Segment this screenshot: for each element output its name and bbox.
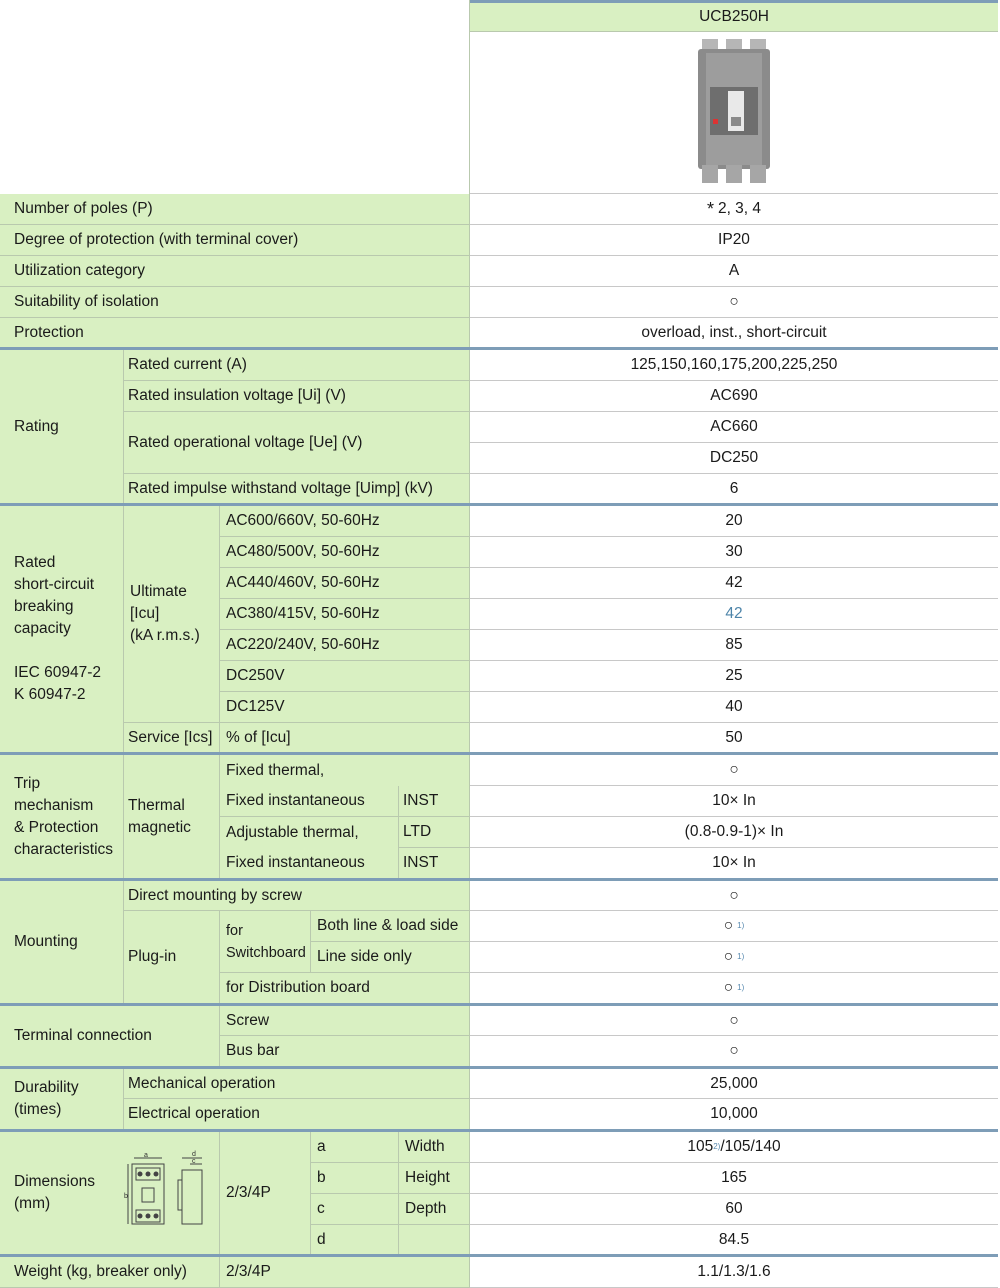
protection-value: overload, inst., short-circuit (470, 318, 998, 348)
dimension-name (399, 1225, 470, 1255)
trip-group-label: Trip mechanism & Protection characteristics (0, 755, 124, 879)
breaking-row-label: AC600/660V, 50-60Hz (220, 506, 470, 537)
fig-label-d: d (192, 1151, 196, 1158)
impulse-voltage-label: Rated impulse withstand voltage [Uimp] (kV) (124, 474, 470, 504)
poles-value: * 2, 3, 4 (470, 194, 998, 225)
utilization-value: A (470, 256, 998, 287)
breaking-row-value: 30 (470, 537, 998, 568)
trip-value: ○ (470, 755, 998, 786)
utilization-label: Utilization category (0, 256, 470, 287)
dimension-a-value: 105 2) /105/140 (470, 1132, 998, 1163)
fig-label-c: c (192, 1158, 196, 1165)
isolation-value: ○ (470, 287, 998, 318)
breaking-row-value: 25 (470, 661, 998, 692)
operational-voltage-label: Rated operational voltage [Ue] (V) (124, 412, 470, 474)
line-side-value: ○ 1) (470, 942, 998, 973)
mounting-group-label: Mounting (0, 881, 124, 1004)
fixed-instantaneous-label: Fixed instantaneous (220, 848, 399, 879)
durability-group-label: Durability (times) (0, 1069, 124, 1130)
thermal-magnetic-label: Thermal magnetic (124, 755, 220, 879)
weight-label: Weight (kg, breaker only) (0, 1257, 220, 1288)
screw-label: Screw (220, 1006, 470, 1036)
distribution-board-label: for Distribution board (220, 973, 470, 1004)
rated-current-label: Rated current (A) (124, 350, 470, 381)
dimension-letter: a (311, 1132, 399, 1163)
line-side-label: Line side only (311, 942, 470, 973)
service-value: 50 (470, 723, 998, 753)
impulse-voltage-value: 6 (470, 474, 998, 504)
breaking-row-value: 42 (470, 568, 998, 599)
protection-label: Protection (0, 318, 470, 348)
direct-mounting-label: Direct mounting by screw (124, 881, 470, 911)
mechanical-operation-value: 25,000 (470, 1069, 998, 1099)
breaking-row-label: AC440/460V, 50-60Hz (220, 568, 470, 599)
direct-mounting-value: ○ (470, 881, 998, 911)
dimension-name: Width (399, 1132, 470, 1163)
both-sides-label: Both line & load side (311, 911, 470, 942)
breaking-row-value: 85 (470, 630, 998, 661)
breaking-row-label: DC250V (220, 661, 470, 692)
fixed-thermal-label: Fixed thermal, (220, 755, 470, 786)
ultimate-label: Ultimate [Icu] (kA r.m.s.) (124, 506, 220, 723)
busbar-value: ○ (470, 1036, 998, 1067)
mechanical-operation-label: Mechanical operation (124, 1069, 470, 1099)
dimension-name: Depth (399, 1194, 470, 1225)
breaking-row-value: 42 (470, 599, 998, 630)
screw-value: ○ (470, 1006, 998, 1036)
electrical-operation-value: 10,000 (470, 1099, 998, 1130)
fixed-instantaneous-label: Fixed instantaneous (220, 786, 399, 817)
terminal-group-label: Terminal connection (0, 1006, 220, 1067)
isolation-label: Suitability of isolation (0, 287, 470, 318)
rated-current-value: 125,150,160,175,200,225,250 (470, 350, 998, 381)
dimension-letter: c (311, 1194, 399, 1225)
dimension-c-value: 60 (470, 1194, 998, 1225)
plugin-label: Plug-in (124, 911, 220, 1004)
inst-label: INST (399, 786, 470, 817)
service-sub-label: % of [Icu] (220, 723, 470, 753)
dimension-letter: d (311, 1225, 399, 1255)
breaking-row-value: 20 (470, 506, 998, 537)
protection-degree-value: IP20 (470, 225, 998, 256)
trip-value: 10× In (470, 786, 998, 817)
weight-poles-label: 2/3/4P (220, 1257, 470, 1288)
ltd-label: LTD (399, 817, 470, 848)
trip-value: (0.8-0.9-1)× In (470, 817, 998, 848)
breaking-row-label: AC380/415V, 50-60Hz (220, 599, 470, 630)
for-switchboard-label: for Switchboard (220, 911, 311, 973)
circuit-breaker-image (684, 39, 784, 187)
service-label: Service [Ics] (124, 723, 220, 753)
insulation-voltage-value: AC690 (470, 381, 998, 412)
both-sides-value: ○ 1) (470, 911, 998, 942)
busbar-label: Bus bar (220, 1036, 470, 1067)
fig-label-a: a (144, 1152, 148, 1159)
operational-voltage-dc: DC250 (470, 443, 998, 474)
breaking-row-label: AC220/240V, 50-60Hz (220, 630, 470, 661)
fig-label-b: b (124, 1193, 128, 1200)
breaking-capacity-group-label: Rated short-circuit breaking capacity IEC 60947-2 K 60947-2 (0, 506, 124, 753)
poles-label: Number of poles (P) (0, 194, 470, 225)
dimension-drawing-icon (124, 1150, 214, 1230)
inst-label: INST (399, 848, 470, 879)
breaking-row-value: 40 (470, 692, 998, 723)
protection-degree-label: Degree of protection (with terminal cover) (0, 225, 470, 256)
dimension-letter: b (311, 1163, 399, 1194)
dimensions-group-label: Dimensions (mm) (0, 1132, 220, 1255)
insulation-voltage-label: Rated insulation voltage [Ui] (V) (124, 381, 470, 412)
breaking-row-label: DC125V (220, 692, 470, 723)
operational-voltage-ac: AC660 (470, 412, 998, 443)
rating-group-label: Rating (0, 350, 124, 505)
dimensions-poles-label: 2/3/4P (220, 1132, 311, 1255)
dimension-d-value: 84.5 (470, 1225, 998, 1255)
adjustable-thermal-label: Adjustable thermal, (220, 817, 399, 848)
weight-value: 1.1/1.3/1.6 (470, 1257, 998, 1288)
distribution-board-value: ○ 1) (470, 973, 998, 1004)
model-header: UCB250H (470, 0, 998, 32)
dimension-name: Height (399, 1163, 470, 1194)
product-image-cell (470, 32, 998, 194)
dimension-b-value: 165 (470, 1163, 998, 1194)
electrical-operation-label: Electrical operation (124, 1099, 470, 1130)
trip-value: 10× In (470, 848, 998, 879)
breaking-row-label: AC480/500V, 50-60Hz (220, 537, 470, 568)
